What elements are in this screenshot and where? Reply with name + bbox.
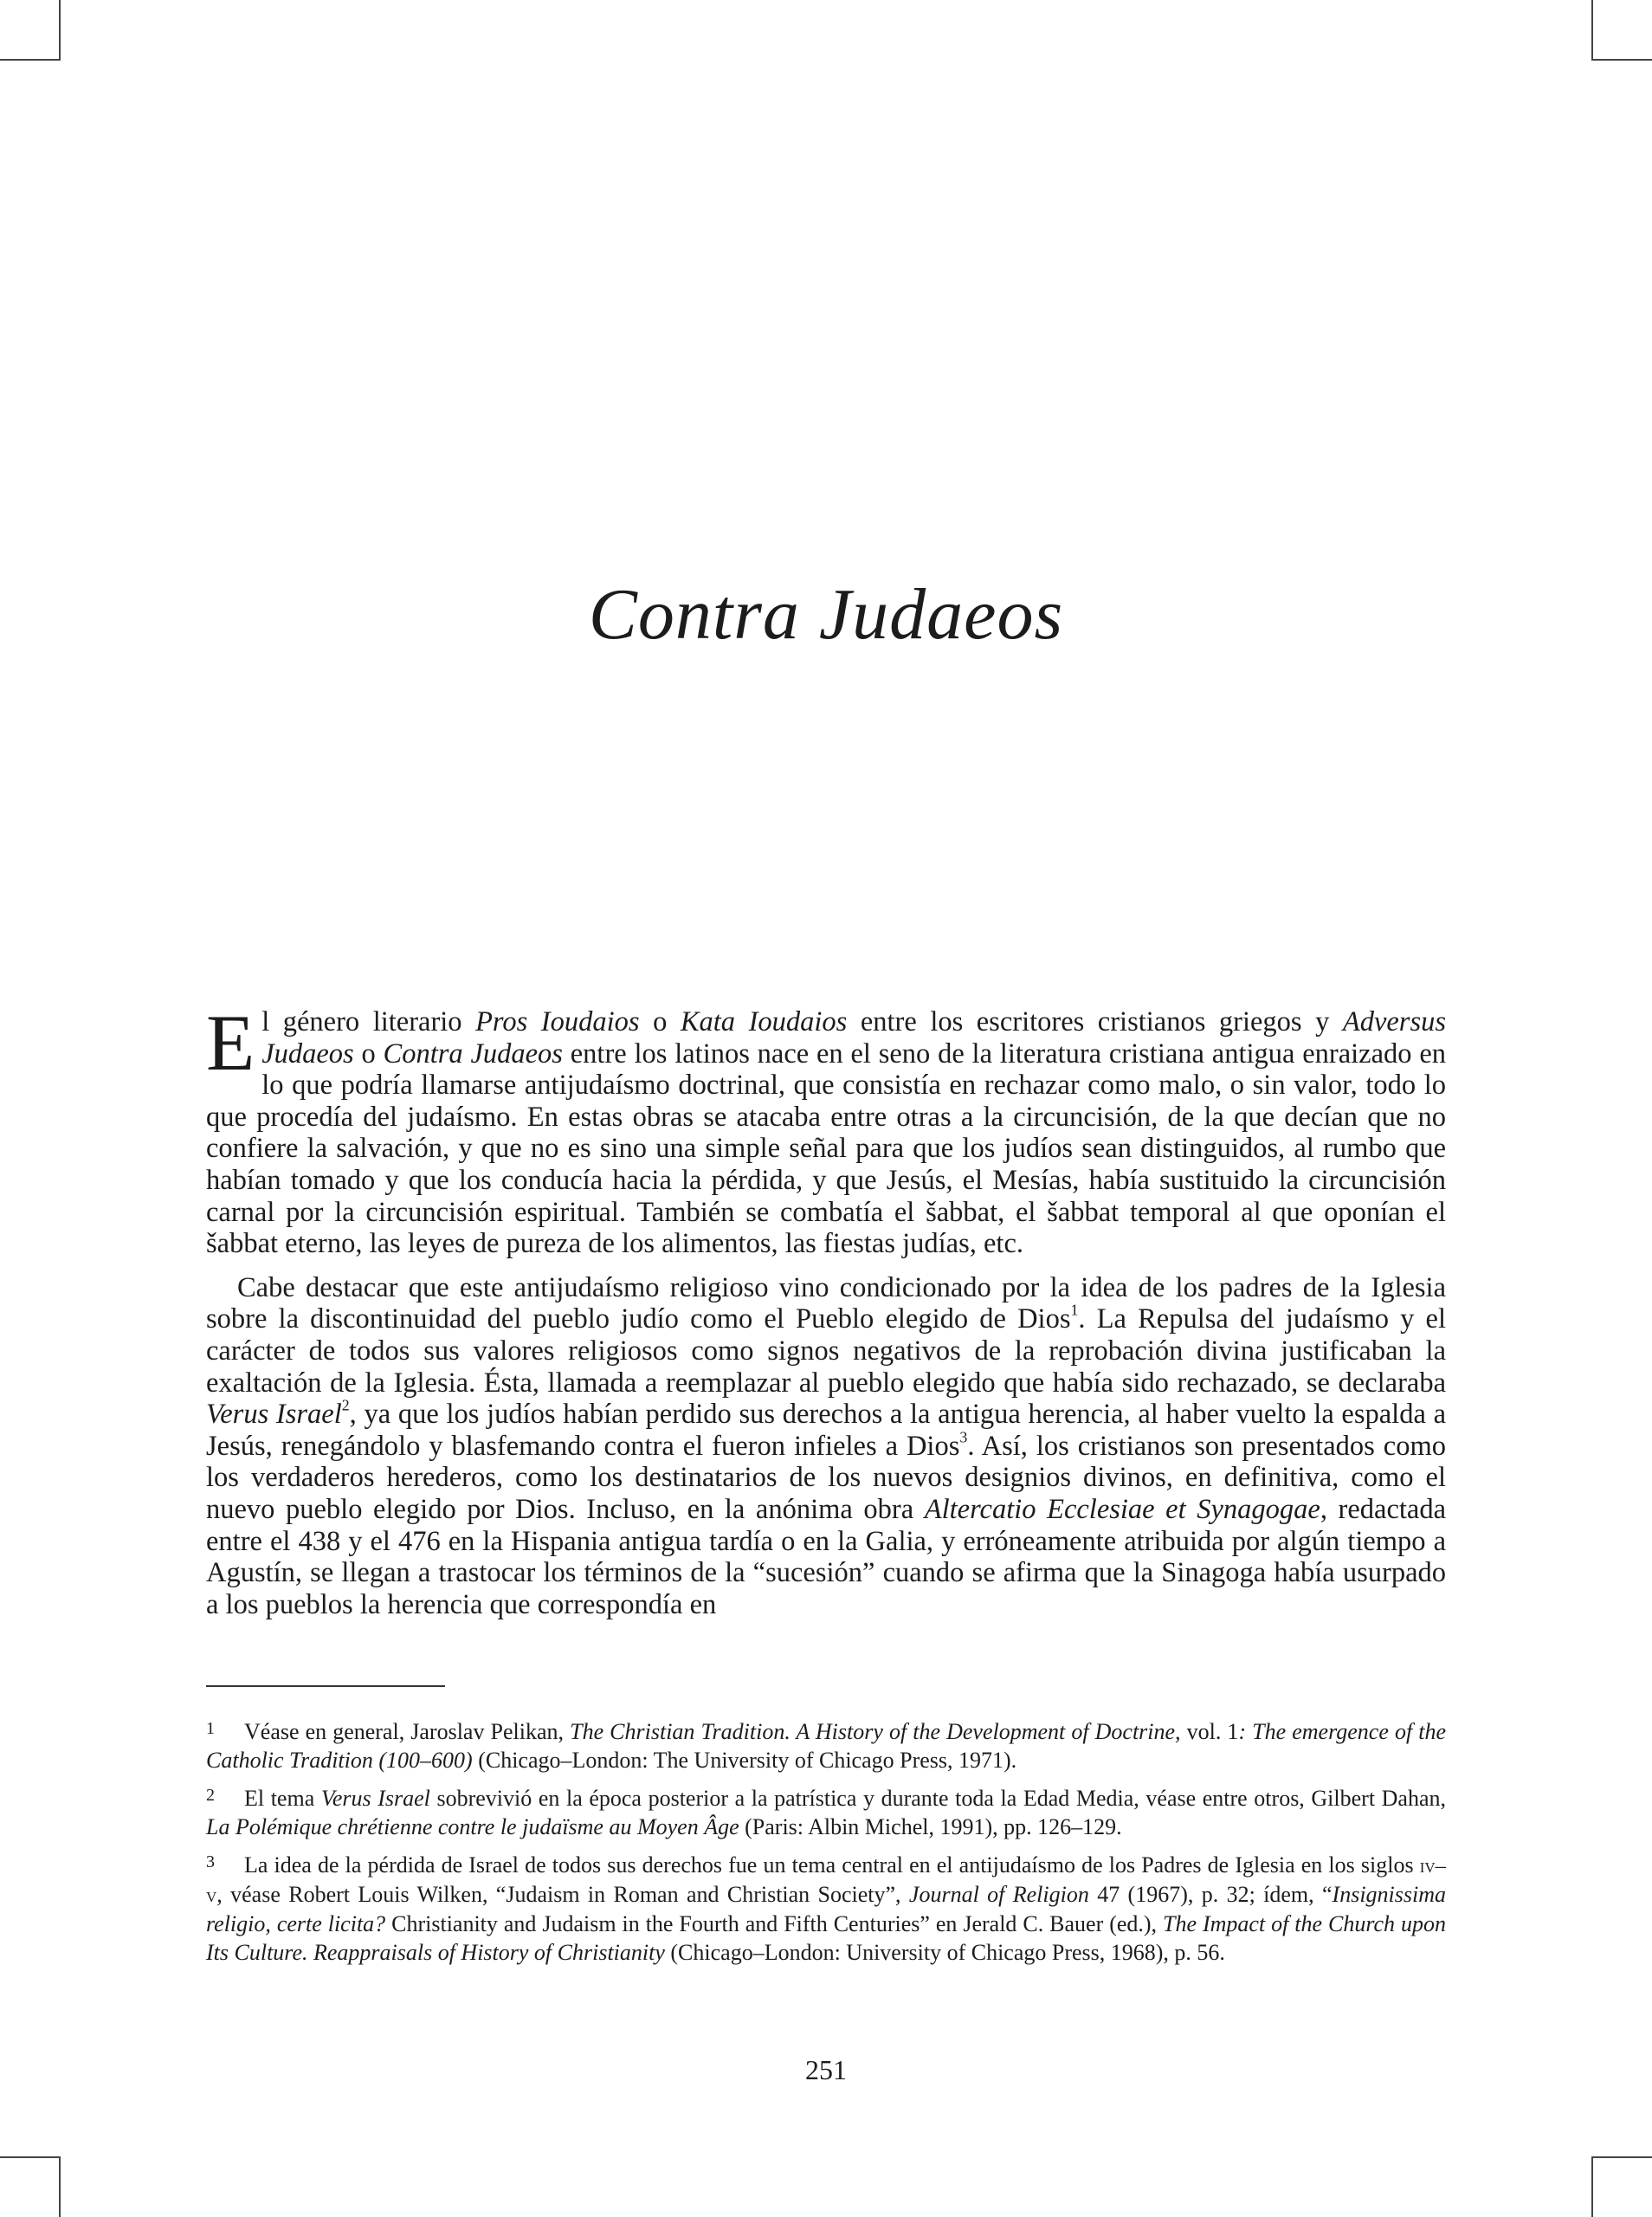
crop-mark-top-right-h [1591, 59, 1652, 61]
crop-mark-bottom-left-h [0, 2156, 61, 2158]
text-run: (Chicago–London: University of Chicago Press, 1968), p. 56. [664, 1940, 1225, 1965]
crop-mark-bottom-right [1591, 2156, 1593, 2217]
footnote-number: 3 [206, 1852, 215, 1871]
small-caps-term: iv–v [206, 1854, 1446, 1907]
italic-term: Adversus Judaeos [261, 1006, 1446, 1070]
italic-term: La Polémique chrétienne contre le judaïsme au Moyen Âge [206, 1814, 739, 1839]
footnote-1 [206, 1715, 1446, 1774]
text-run: sobrevivió en la época posterior a la patrística y durante toda la Edad Media, véase entre otros, Gilbert Dahan, [429, 1786, 1447, 1811]
text-run: l género literario [261, 1006, 476, 1037]
text-run: . La Repulsa del judaísmo y el carácter de todos sus valores religiosos como signos negativos de la reprobación divina justificaban la exaltación de la Iglesia. Ésta, llamada a reemplazar al pueblo elegido que había sido rechazado, se declaraba [206, 1303, 1446, 1399]
text-run: Cabe destacar que este antijudaísmo religioso vino condicionado por la idea de los padres de la Iglesia sobre la discontinuidad del pueblo judío como el Pueblo elegido de Dios [206, 1271, 1446, 1335]
text-run: . Así, los cristianos son presentados como los verdaderos herederos, como los destinatarios de los nuevos designios divinos, en definitiva, como el nuevo pueblo elegido por Dios. Incluso, en la anónima obra [206, 1430, 1446, 1525]
italic-term: Altercatio Ecclesiae et Synagogae [924, 1493, 1320, 1525]
italic-term: Journal of Religion [908, 1882, 1089, 1907]
text-run: (Chicago–London: The University of Chicago Press, 1971). [472, 1748, 1017, 1773]
body-text [206, 999, 1446, 1620]
italic-term: Contra Judaeos [383, 1037, 563, 1070]
footnote-ref: 1 [1070, 1302, 1079, 1320]
text-run: o [639, 1006, 681, 1037]
crop-mark-bottom-right-h [1591, 2156, 1652, 2158]
page-number: 251 [805, 2054, 847, 2085]
text-run: o [353, 1037, 384, 1070]
text-run: entre los escritores cristianos griegos y [847, 1006, 1343, 1037]
text-run: , véase Robert Louis Wilken, “Judaism in Roman and Christian Society”, [216, 1882, 909, 1907]
footnotes [206, 1715, 1446, 1974]
footnote-2 [206, 1781, 1446, 1841]
text-run: Christianity and Judaism in the Fourth and Fifth Centuries” en Jerald C. Bauer (ed.), [385, 1911, 1164, 1936]
crop-mark-top-left-h [0, 59, 61, 61]
text-run: 47 (1967), p. 32; ídem, “ [1088, 1882, 1333, 1907]
crop-mark-top-right [1591, 0, 1593, 61]
footnote-number: 2 [206, 1786, 215, 1805]
italic-term: The Christian Tradition. A History of the Development of Doctrine, [570, 1719, 1181, 1744]
text-run: vol. 1 [1180, 1719, 1239, 1744]
text-run: entre los latinos nace en el seno de la literatura cristiana antigua enraizado en lo que podría llamarse antijudaísmo doctrinal, que consistía en rechazar como malo, o sin valor, todo lo que procedía del judaísmo. En estas obras se atacaba entre otras a la circuncisión, de la que decían que no confiere la salvación, y que no es sino una simple señal para que los judíos sean distinguidos, al rumbo que habían tomado y que los conducía hacia la pérdida, y que Jesús, el Mesías, había sustituido la circuncisión carnal por la circuncisión espiritual. También se combatía el šabbat, el šabbat temporal al que oponían el šabbat eterno, las leyes de pureza de los alimentos, las fiestas judías, etc. [206, 1037, 1446, 1260]
footnote-number: 1 [206, 1719, 215, 1738]
italic-term: The Impact of the Church upon Its Culture. Reappraisals of History of Christianity [206, 1911, 1446, 1965]
italic-term: Insignissima religio, certe licita? [206, 1882, 1447, 1936]
crop-mark-top-left [59, 0, 61, 61]
crop-mark-bottom-left [59, 2156, 61, 2217]
footnote-separator [206, 1685, 445, 1687]
text-run: , ya que los judíos habían perdido sus derechos a la antigua herencia, al haber vuelto la espalda a Jesús, renegándolo y blasfemando contra el fueron infieles a Dios [206, 1399, 1446, 1462]
footnote-3 [206, 1848, 1446, 1967]
italic-term: Verus Israel [320, 1786, 430, 1811]
chapter-title: Contra Judaeos [588, 574, 1064, 655]
text-run: , redactada entre el 438 y el 476 en la Hispania antigua tardía o en la Galia, y erróneamente atribuida por algún tiempo a Agustín, se llegan a trastocar los términos de la “sucesión” cuando se afirma que la Sinagoga había usurpado a los pueblos la herencia que correspondía en [206, 1493, 1446, 1620]
italic-term: Pros Ioudaios [475, 1006, 640, 1037]
drop-cap: E [206, 999, 255, 1087]
paragraph-2 [206, 1272, 1446, 1621]
italic-term: Verus Israel [206, 1399, 342, 1431]
paragraph-1 [206, 999, 1446, 1260]
text-run: (Paris: Albin Michel, 1991), pp. 126–129. [739, 1814, 1122, 1839]
italic-term: Kata Ioudaios [680, 1006, 848, 1037]
text-run: Véase en general, Jaroslav Pelikan, [244, 1719, 571, 1744]
footnote-ref: 2 [341, 1396, 350, 1414]
italic-term: : The emergence of the Catholic Tradition (100–600) [206, 1719, 1446, 1773]
text-run: El tema [244, 1786, 321, 1811]
text-run: La idea de la pérdida de Israel de todos sus derechos fue un tema central en el antijudaísmo de los Padres de Iglesia en los siglos [244, 1852, 1420, 1878]
footnote-ref: 3 [959, 1428, 968, 1446]
